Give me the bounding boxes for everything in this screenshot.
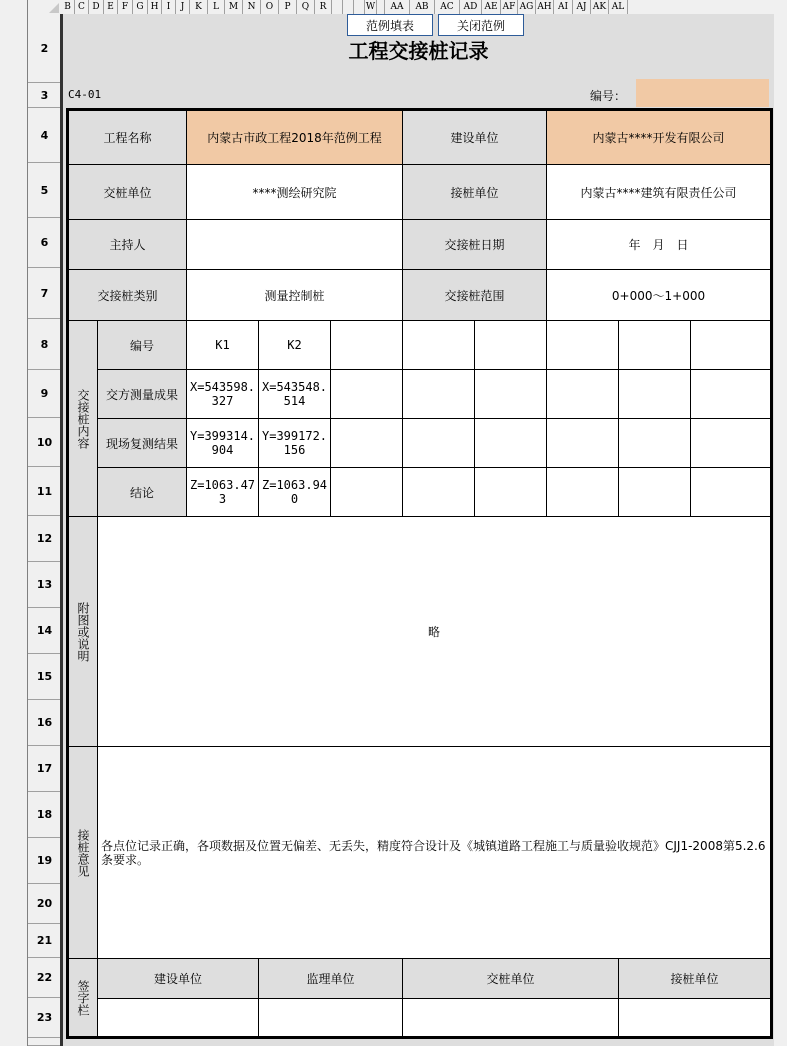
column-header[interactable]: I: [162, 0, 176, 14]
row-header[interactable]: 4: [28, 108, 61, 163]
column-header[interactable]: D: [89, 0, 104, 14]
empty-cell[interactable]: [547, 321, 619, 370]
column-header[interactable]: AF: [501, 0, 518, 14]
attachment-label: [68, 517, 98, 747]
conclusion-cell[interactable]: Z=1063.473: [187, 468, 259, 517]
recheck-cell[interactable]: Y=399172.156: [259, 419, 331, 468]
document-code: C4-01: [68, 88, 102, 101]
measure-cell[interactable]: X=543598.327: [187, 370, 259, 419]
number-label: 编号：: [590, 89, 627, 103]
column-header[interactable]: N: [243, 0, 261, 14]
range-field[interactable]: 0+000～1+000: [547, 270, 772, 321]
number-input[interactable]: [636, 79, 769, 107]
column-header[interactable]: O: [261, 0, 279, 14]
column-header[interactable]: AI: [554, 0, 573, 14]
column-header[interactable]: AA: [385, 0, 410, 14]
column-header[interactable]: F: [118, 0, 133, 14]
content-section-label: [68, 321, 98, 517]
empty-cell[interactable]: [475, 321, 547, 370]
row-header[interactable]: 9: [28, 370, 61, 418]
empty-cell[interactable]: [691, 321, 772, 370]
column-header[interactable]: AG: [518, 0, 536, 14]
empty-cell[interactable]: [403, 370, 475, 419]
row-header[interactable]: 7: [28, 268, 61, 319]
column-header[interactable]: K: [190, 0, 208, 14]
column-header[interactable]: C: [75, 0, 89, 14]
page-title: 工程交接桩记录: [348, 39, 489, 63]
receiver-unit-field[interactable]: 内蒙古****建筑有限责任公司: [547, 165, 772, 220]
column-header[interactable]: AD: [460, 0, 482, 14]
empty-cell[interactable]: [619, 468, 691, 517]
host-label: 主持人: [68, 220, 187, 270]
empty-cell[interactable]: [619, 419, 691, 468]
empty-cell[interactable]: [475, 468, 547, 517]
column-header[interactable]: W: [365, 2, 376, 12]
row-header[interactable]: 19: [28, 838, 61, 884]
empty-cell[interactable]: [331, 468, 403, 517]
signature-label: [68, 959, 98, 1038]
row-header[interactable]: 16: [28, 700, 61, 746]
date-field[interactable]: 年 月 日: [547, 220, 772, 270]
column-header[interactable]: H: [148, 0, 162, 14]
project-name-label: 工程名称: [68, 110, 187, 165]
left-panel-strip: [0, 0, 23, 1046]
type-field[interactable]: 测量控制桩: [187, 270, 403, 321]
empty-cell[interactable]: [475, 370, 547, 419]
content-row-label: 现场复测结果: [98, 419, 187, 468]
empty-cell[interactable]: [619, 370, 691, 419]
empty-cell[interactable]: [547, 370, 619, 419]
row-header[interactable]: 8: [28, 319, 61, 370]
signature-field[interactable]: [619, 999, 772, 1038]
date-label: 交接桩日期: [403, 220, 547, 270]
handover-unit-field[interactable]: ****测绘研究院: [187, 165, 403, 220]
column-header-bar: [61, 0, 774, 15]
empty-cell[interactable]: [547, 419, 619, 468]
empty-cell[interactable]: [403, 321, 475, 370]
select-all-corner[interactable]: [28, 0, 61, 15]
point-id-cell[interactable]: K2: [259, 321, 331, 370]
column-header[interactable]: AC: [435, 0, 460, 14]
column-header[interactable]: AK: [591, 0, 609, 14]
range-label: 交接桩范围: [403, 270, 547, 321]
column-header[interactable]: [354, 0, 365, 14]
column-header[interactable]: [377, 0, 385, 14]
row-header[interactable]: 23: [28, 998, 61, 1038]
column-header[interactable]: E: [104, 0, 118, 14]
column-header[interactable]: B: [61, 0, 75, 14]
attachment-field[interactable]: 略: [98, 517, 772, 747]
row-header[interactable]: [28, 1038, 61, 1046]
measure-cell[interactable]: X=543548.514: [259, 370, 331, 419]
column-header[interactable]: [332, 0, 343, 14]
signature-field[interactable]: [98, 999, 259, 1038]
content-row-label: 编号: [98, 321, 187, 370]
opinion-label-text: 接桩意见: [76, 828, 90, 877]
empty-cell[interactable]: [331, 321, 403, 370]
row-header[interactable]: 3: [28, 83, 61, 108]
builder-field[interactable]: 内蒙古****开发有限公司: [547, 110, 772, 165]
row-header[interactable]: 11: [28, 467, 61, 516]
column-header[interactable]: G: [133, 0, 148, 14]
handover-record-table: [66, 108, 773, 1039]
row-header[interactable]: 18: [28, 792, 61, 838]
type-label: 交接桩类别: [68, 270, 187, 321]
opinion-label: [68, 747, 98, 959]
empty-cell[interactable]: [691, 370, 772, 419]
column-header[interactable]: AH: [536, 0, 554, 14]
receiver-unit-label: 接桩单位: [403, 165, 547, 220]
column-header[interactable]: AL: [609, 0, 628, 14]
row-header[interactable]: 22: [28, 958, 61, 998]
signature-unit-header: 建设单位: [98, 959, 259, 999]
column-header[interactable]: R: [315, 0, 332, 14]
vertical-scroll-strip[interactable]: [774, 0, 787, 1046]
column-header[interactable]: [343, 0, 354, 14]
row-header[interactable]: 2: [28, 14, 61, 83]
row-header[interactable]: 13: [28, 562, 61, 608]
column-header[interactable]: L: [208, 0, 225, 14]
empty-cell[interactable]: [691, 468, 772, 517]
row-header[interactable]: 10: [28, 418, 61, 467]
handover-unit-label: 交桩单位: [68, 165, 187, 220]
host-field[interactable]: [187, 220, 403, 270]
empty-cell[interactable]: [691, 419, 772, 468]
signature-field[interactable]: [259, 999, 403, 1038]
signature-unit-header: 交桩单位: [403, 959, 619, 999]
row-header[interactable]: 6: [28, 218, 61, 268]
signature-label-text: 签字栏: [76, 979, 90, 1016]
column-header[interactable]: AE: [482, 0, 501, 14]
content-row-label: 交方测量成果: [98, 370, 187, 419]
example-fill-button[interactable]: 范例填表: [347, 14, 433, 36]
signature-unit-header: 监理单位: [259, 959, 403, 999]
row-header[interactable]: 15: [28, 654, 61, 700]
point-id-cell[interactable]: K1: [187, 321, 259, 370]
empty-cell[interactable]: [475, 419, 547, 468]
empty-cell[interactable]: [403, 468, 475, 517]
row-header[interactable]: 20: [28, 884, 61, 924]
column-header[interactable]: J: [176, 0, 190, 14]
column-header[interactable]: P: [279, 0, 297, 14]
opinion-field[interactable]: 各点位记录正确，各项数据及位置无偏差、无丢失，精度符合设计及《城镇道路工程施工与质量验收规范》CJJ1-2008第5.2.6条要求。: [98, 747, 772, 959]
empty-cell[interactable]: [619, 321, 691, 370]
close-example-button[interactable]: 关闭范例: [438, 14, 524, 36]
row-header[interactable]: 12: [28, 516, 61, 562]
empty-cell[interactable]: [547, 468, 619, 517]
column-header[interactable]: M: [225, 0, 243, 14]
row-header[interactable]: 17: [28, 746, 61, 792]
conclusion-cell[interactable]: Z=1063.940: [259, 468, 331, 517]
column-header[interactable]: Q: [297, 0, 315, 14]
column-header[interactable]: AB: [410, 0, 435, 14]
project-name-field[interactable]: 内蒙古市政工程2018年范例工程: [187, 110, 403, 165]
column-header[interactable]: AJ: [573, 0, 591, 14]
content-section-text: 交接桩内容: [76, 388, 90, 449]
recheck-cell[interactable]: Y=399314.904: [187, 419, 259, 468]
empty-cell[interactable]: [331, 419, 403, 468]
row-header[interactable]: 14: [28, 608, 61, 654]
builder-label: 建设单位: [403, 110, 547, 165]
empty-cell[interactable]: [331, 370, 403, 419]
signature-unit-header: 接桩单位: [619, 959, 772, 999]
row-header[interactable]: 5: [28, 163, 61, 218]
empty-cell[interactable]: [403, 419, 475, 468]
content-row-label: 结论: [98, 468, 187, 517]
attachment-label-text: 附图或说明: [76, 601, 90, 662]
signature-field[interactable]: [403, 999, 619, 1038]
select-all-triangle-icon: [49, 3, 59, 13]
row-header[interactable]: 21: [28, 924, 61, 958]
